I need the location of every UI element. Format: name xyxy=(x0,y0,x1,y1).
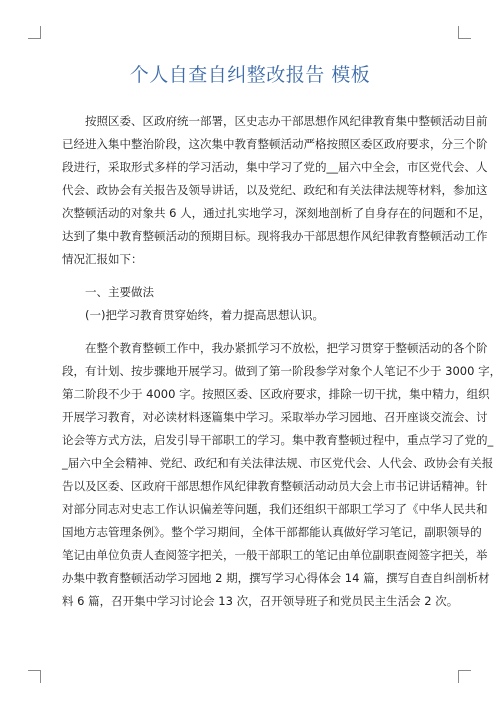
text-line: 告以及区委、区政府干部思想作风纪律教育整顿活动动员大会上市书记讲话精神。针 xyxy=(62,479,488,493)
text-line: 代会、政协会有关报告及领导讲话，以及党纪、政纪和有关法律法规等材料，参加这 xyxy=(62,183,488,197)
text-line: 国地方志管理条例》。整个学习期间，全体干部都能认真做好学习笔记，副职领导的 xyxy=(62,525,482,539)
text-line: 情况汇报如下： xyxy=(62,252,143,266)
section-heading: 一、主要做法 xyxy=(85,285,154,299)
document-body xyxy=(62,110,501,613)
crop-mark-top-right xyxy=(458,26,471,39)
text-line: 料 6 篇，召开集中学习讨论会 13 次，召开领导班子和党员民主生活会 2 次。 xyxy=(62,594,459,608)
text-line: 办集中教育整顿活动学习园地 2 期，撰写学习心得体会 14 篇，撰写自查自纠剖析材 xyxy=(62,571,490,585)
text-line: 第二阶段不少于 4000 字。按照区委、区政府要求，排除一切干扰，集中精力，组织 xyxy=(62,387,490,401)
text-line: 次整顿活动的对象共 6 人，通过扎实地学习，深刻地剖析了自身存在的问题和不足， xyxy=(62,206,491,220)
text-line: 笔记由单位负责人查阅签字把关，一般干部职工的笔记由单位副职查阅签字把关，举 xyxy=(62,548,488,562)
text-line: 按照区委、区政府统一部署，区史志办干部思想作风纪律教育集中整顿活动目前 xyxy=(85,114,488,128)
subsection-heading: (一)把学习教育贯穿始终，着力提高思想认识。 xyxy=(85,308,324,322)
paragraph-study xyxy=(62,337,501,613)
text-line: 对部分同志对史志工作认识偏差等问题，我们还组织干部职工学习了《中华人民共和 xyxy=(62,502,488,516)
crop-mark-bottom-left xyxy=(28,670,41,683)
text-line: 论会等方式方法，启发引导干部职工的学习。集中教育整顿过程中，重点学习了党的_ xyxy=(62,433,494,447)
text-line: 达到了集中教育整顿活动的预期目标。现将我办干部思想作风纪律教育整顿活动工作 xyxy=(62,229,488,243)
text-line: _届六中全会精神、党纪、政纪和有关法律法规、市区党代会、人代会、政协会有关报 xyxy=(62,456,494,470)
text-line: 已经进入集中整治阶段，这次集中教育整顿活动严格按照区委区政府要求，分三个阶 xyxy=(62,137,488,151)
document-title: 个人自查自纠整改报告 模板 xyxy=(129,64,371,86)
crop-mark-top-left xyxy=(28,26,41,39)
paragraph-intro xyxy=(62,110,491,271)
text-line: 在整个教育整顿工作中，我办紧抓学习不放松，把学习贯穿于整顿活动的各个阶 xyxy=(85,341,488,355)
crop-mark-bottom-right xyxy=(458,670,471,683)
text-line: 开展学习教育，对必读材料逐篇集中学习。采取举办学习园地、召开座谈交流会、讨 xyxy=(62,410,488,424)
text-line: 段进行，采取形式多样的学习活动，集中学习了党的__届六中全会，市区党代会、人 xyxy=(62,160,488,174)
text-line: 段，有计划、按步骤地开展学习。做到了第一阶段参学对象个人笔记不少于 3000 字， xyxy=(62,364,501,378)
